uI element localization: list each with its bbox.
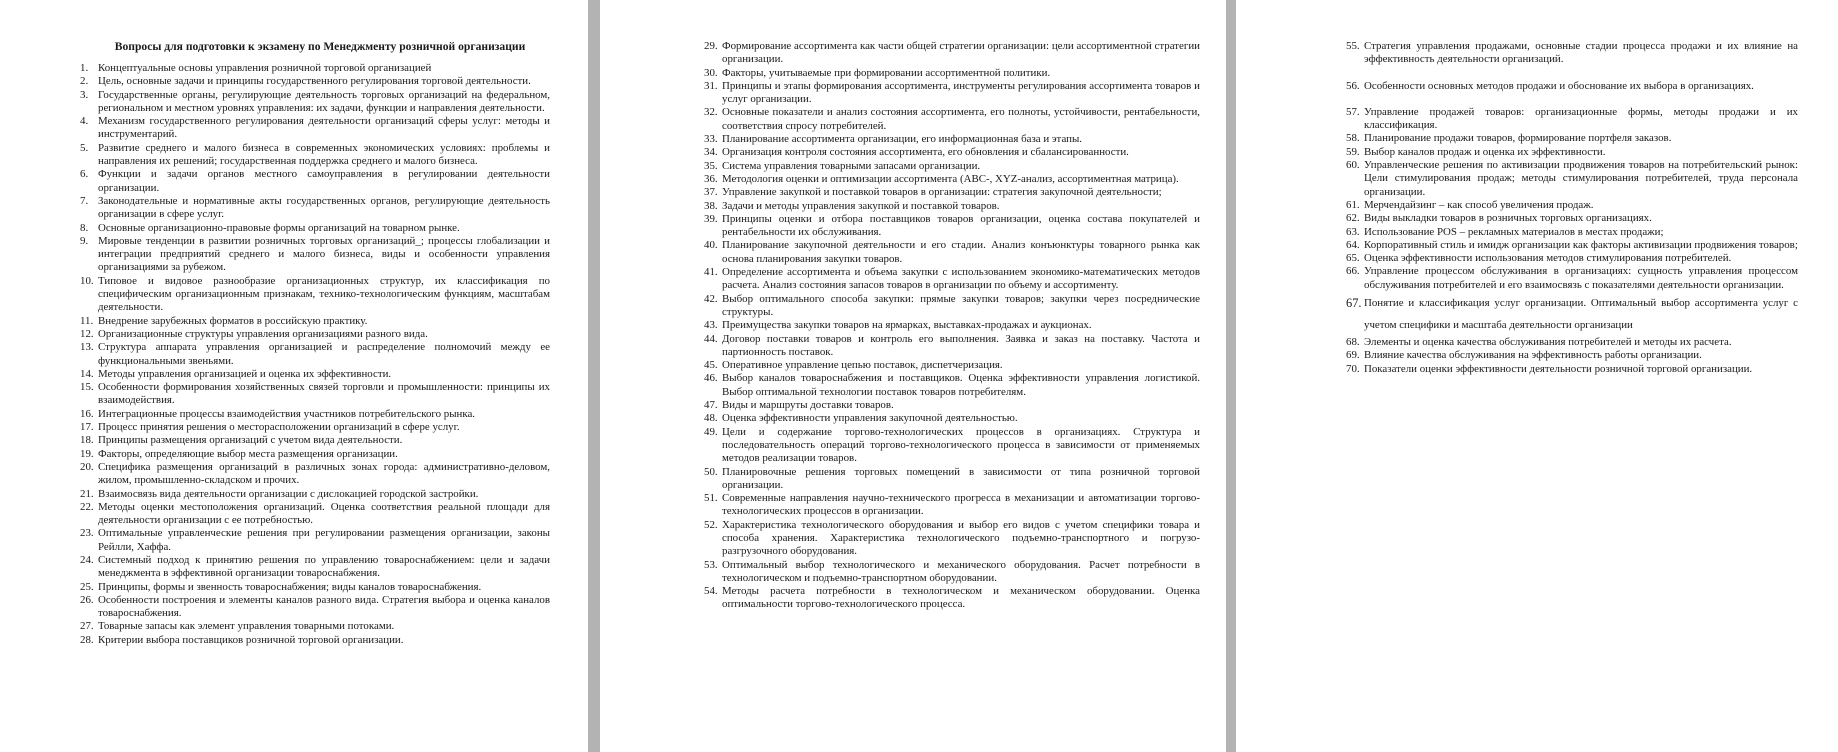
question-text: Понятие и классификация услуг организации. Оптимальный выбор ассортимента услуг с учетом специфики и масштаба деятельности организации [1364,297,1798,332]
question-item [1346,80,1798,93]
question-item [704,67,1200,80]
question-item [704,359,1200,372]
question-item [1346,40,1798,67]
question-item [80,461,550,488]
question-text: Задачи и методы управления закупкой и поставкой товаров. [722,199,1000,212]
question-number: 2. [80,75,89,88]
question-item [1346,226,1798,239]
question-item [704,146,1200,159]
question-number: 14. [80,367,94,380]
question-number: 68. [1346,336,1360,349]
question-number: 6. [80,168,89,181]
question-number: 16. [80,407,94,420]
question-item [1346,146,1798,159]
question-item [1346,349,1798,362]
question-number: 18. [80,434,94,447]
question-text: Методы управления организацией и оценка их эффективности. [98,367,392,380]
question-number: 32. [704,106,718,119]
question-number: 51. [704,492,718,505]
question-text: Мировые тенденции в развитии розничных торговых организаций_; процессы глобализации и интеграции предприятий среднего и малого бизнеса, виды и особенности управления организациями за рубежом. [98,234,550,274]
question-item [1346,265,1798,292]
question-item [704,239,1200,266]
question-text: Принципы и этапы формирования ассортимента, инструменты регулирования ассортимента товаров и услуг организации. [722,79,1200,106]
question-number: 40. [704,239,718,252]
question-text: Факторы, определяющие выбор места размещения организации. [98,447,398,460]
question-item [80,488,550,501]
question-item [80,594,550,621]
question-item [80,195,550,222]
question-item [1346,132,1798,145]
question-text: Оптимальные управленческие решения при регулировании размещения организации, законы Рейлли, Хаффа. [98,527,550,553]
question-item [80,115,550,142]
question-text: Товарные запасы как элемент управления товарными потоками. [98,620,395,633]
question-text: Особенности построения и элементы каналов разного вида. Стратегия выбора и оценка каналов товароснабжения. [98,593,550,620]
question-text: Принципы размещения организаций с учетом вида деятельности. [98,434,403,447]
question-number: 48. [704,412,718,425]
question-text: Особенности формирования хозяйственных связей торговли и промышленности: принципы их взаимодействия. [98,381,550,407]
question-text: Управление процессом обслуживания в организациях: сущность управления процессом обслуживания потребителей и его взаимосвязь с показателями деятельности организации. [1364,265,1798,291]
question-item [1346,212,1798,225]
question-number: 58. [1346,132,1360,145]
question-number: 12. [80,327,94,340]
page-gutter-left [588,0,600,752]
question-item [80,368,550,381]
question-item [704,213,1200,240]
question-number: 26. [80,593,94,606]
question-text: Стратегия управления продажами, основные стадии процесса продажи и их влияние на эффективность деятельности организаций. [1364,40,1798,66]
question-text: Критерии выбора поставщиков розничной торговой организации. [98,633,404,646]
question-item [1346,336,1798,349]
question-number: 59. [1346,145,1360,158]
question-item [80,315,550,328]
question-number: 9. [80,234,89,247]
question-number: 60. [1346,159,1360,172]
question-text: Формирование ассортимента как части общей стратегии организации: цели ассортиментной стратегии организации. [722,40,1200,66]
question-item [80,341,550,368]
document-page-2 [600,0,1226,752]
question-list-1 [80,62,550,647]
question-number: 45. [704,359,718,372]
question-text: Планирование закупочной деятельности и его стадии. Анализ конъюнктуры товарного рынка как основа планирования закупки товаров. [722,239,1200,265]
question-text: Структура аппарата управления организацией и распределение полномочий между ее функциональными звеньями. [98,341,550,367]
question-text: Выбор каналов продаж и оценка их эффективности. [1364,145,1606,158]
question-text: Законодательные и нормативные акты государственных органов, регулирующие деятельность организации в сфере услуг. [98,194,550,221]
question-item [80,168,550,195]
question-number: 28. [80,633,94,646]
question-number: 11. [80,314,94,327]
question-number: 24. [80,553,94,566]
question-number: 50. [704,465,718,478]
question-item [704,160,1200,173]
question-text: Использование POS – рекламных материалов в местах продажи; [1364,225,1664,238]
question-text: Основные организационно-правовые формы организаций на товарном рынке. [98,221,460,234]
question-item [80,527,550,554]
question-text: Типовое и видовое разнообразие организационных структур, их классификация по специфическим организационным признакам, технико-технологическим функциям, масштабам деятельности. [98,274,550,314]
question-number: 55. [1346,40,1360,52]
question-number: 54. [704,585,718,598]
question-number: 49. [704,425,718,438]
question-text: Управленческие решения по активизации продвижения товаров на потребительский рынок: Цели стимулирования продаж; методы стимулирования потребителей, труда персонала организации. [1364,159,1798,198]
question-number: 53. [704,558,718,571]
question-item [80,222,550,235]
question-number: 61. [1346,198,1360,211]
question-text: Выбор каналов товароснабжения и поставщиков. Оценка эффективности управления логистикой. Выбор оптимальной технологии поставок товаров потребителям. [722,372,1200,398]
question-number: 36. [704,172,718,185]
question-item [80,434,550,447]
question-number: 47. [704,399,718,412]
question-number: 5. [80,141,89,154]
question-number: 25. [80,580,94,593]
question-text: Виды выкладки товаров в розничных торговых организациях. [1364,212,1652,225]
question-item [80,328,550,341]
question-text: Развитие среднего и малого бизнеса в современных экономических условиях: проблемы и направления их решений; государственная поддержка среднего и малого бизнеса. [98,141,550,168]
question-text: Организационные структуры управления организациями разного вида. [98,327,428,340]
question-text: Выбор оптимального способа закупки: прямые закупки товаров; закупки через посреднические структуры. [722,292,1200,318]
question-list-2 [704,40,1200,612]
question-text: Особенности основных методов продажи и обоснование их выбора в организациях. [1364,79,1754,92]
question-item [80,421,550,434]
question-number: 15. [80,381,94,394]
question-item [80,75,550,88]
question-item [1346,199,1798,212]
question-item [80,142,550,169]
question-number: 27. [80,620,94,633]
question-item [80,620,550,633]
question-text: Система управления товарными запасами организации. [722,159,981,172]
question-number: 29. [704,40,718,52]
question-number: 65. [1346,252,1360,265]
question-item [80,408,550,421]
question-item [80,62,550,75]
question-text: Договор поставки товаров и контроль его выполнения. Заявка и заказ на поставку. Частота и партионность поставок. [722,332,1200,358]
question-item [1346,159,1798,199]
question-number: 57. [1346,105,1360,118]
question-item [704,133,1200,146]
question-text: Оперативное управление цепью поставок, диспетчеризация. [722,359,1003,372]
question-number: 43. [704,319,718,332]
question-number: 10. [80,274,94,287]
question-number: 17. [80,421,94,434]
question-number: 52. [704,518,718,531]
question-item [80,381,550,408]
question-number: 37. [704,186,718,199]
question-number: 67. [1346,296,1362,311]
question-number: 31. [704,79,718,92]
question-text: Влияние качества обслуживания на эффективность работы организации. [1364,349,1702,362]
question-text: Управление продажей товаров: организационные формы, методы продажи и их классификация. [1364,105,1798,132]
question-text: Концептуальные основы управления розничной торговой организацией [98,62,432,74]
question-number: 62. [1346,212,1360,225]
question-text: Процесс принятия решения о месторасположении организаций в сфере услуг. [98,421,460,434]
question-item [704,519,1200,559]
question-text: Организация контроля состояния ассортимента, его обновления и сбалансированности. [722,146,1129,159]
question-text: Государственные органы, регулирующие деятельность торговых организаций на федеральном, региональном и местном уровнях управления: их задачи, функции и направления деятельности. [98,88,550,114]
question-number: 3. [80,88,89,101]
question-list-3 [1346,40,1798,376]
question-number: 69. [1346,349,1360,362]
question-number: 7. [80,194,89,207]
question-text: Факторы, учитываемые при формировании ассортиментной политики. [722,66,1051,79]
question-number: 44. [704,332,718,345]
question-text: Современные направления научно-технического прогресса в механизации и автоматизации торгово-технологических процессов в организации. [722,492,1200,518]
question-item [1346,363,1798,376]
question-item [704,585,1200,612]
question-item [704,106,1200,133]
question-number: 38. [704,199,718,212]
question-item [80,634,550,647]
question-text: Основные показатели и анализ состояния ассортимента, его полноты, устойчивости, рентабельности, соответствия спросу потребителей. [722,106,1200,132]
question-number: 46. [704,372,718,385]
question-item [704,319,1200,332]
question-text: Определение ассортимента и объема закупки с использованием экономико-математических методов расчета. Анализ состояния запасов товаров в организации по объему и ассортименту. [722,266,1200,292]
question-text: Принципы, формы и звенность товароснабжения; виды каналов товароснабжения. [98,580,482,593]
question-item [704,266,1200,293]
question-text: Планирование ассортимента организации, его информационная база и этапы. [722,133,1082,146]
question-number: 20. [80,460,94,473]
question-text: Цели и содержание торгово-технологических процессов в организациях. Структура и последовательность операций торгово-технологического процесса в зависимости от применяемых методов реализации товаров. [722,425,1200,465]
document-title: Вопросы для подготовки к экзамену по Менеджменту розничной организации [114,40,526,53]
question-text: Оценка эффективности управления закупочной деятельностью. [722,412,1018,425]
question-text: Оценка эффективности использования методов стимулирования потребителей. [1364,252,1732,265]
question-item [80,501,550,528]
question-item [704,186,1200,199]
question-item [704,372,1200,399]
question-number: 39. [704,212,718,225]
question-item [80,448,550,461]
question-text: Внедрение зарубежных форматов в российскую практику. [98,314,368,327]
question-item [704,426,1200,466]
question-text: Функции и задачи органов местного самоуправления в регулировании деятельности организации. [98,168,550,194]
question-number: 21. [80,487,94,500]
document-page-3 [1236,0,1838,752]
question-number: 1. [80,62,89,74]
question-number: 56. [1346,79,1360,92]
question-text: Показатели оценки эффективности деятельности розничной торговой организации. [1364,362,1753,375]
question-item [80,89,550,116]
question-item [704,40,1200,67]
question-item [704,492,1200,519]
question-text: Системный подход к принятию решения по управлению товароснабжением: цели и задачи менеджмента в эффективной организации товароснабжения. [98,553,550,580]
question-item [704,399,1200,412]
question-text: Элементы и оценка качества обслуживания потребителей и методы их расчета. [1364,336,1732,349]
question-item [1346,252,1798,265]
question-number: 13. [80,341,94,354]
question-item [704,333,1200,360]
question-item [704,293,1200,320]
question-number: 33. [704,133,718,146]
question-number: 8. [80,221,89,234]
document-page-1 [0,0,588,752]
question-number: 70. [1346,362,1360,375]
question-text: Специфика размещения организаций в различных зонах города: административно-деловом, жилом, промышленно-складском и прочих. [98,460,550,487]
question-number: 42. [704,292,718,305]
question-item [704,173,1200,186]
question-number: 64. [1346,238,1360,251]
question-text: Интеграционные процессы взаимодействия участников потребительского рынка. [98,407,476,420]
question-item [704,412,1200,425]
question-number: 66. [1346,265,1360,278]
question-item [80,554,550,581]
question-text: Характеристика технологического оборудования и выбор его видов с учетом специфики товара и способа хранения. Характеристика технологического подъемно-транспортного и погрузо-разгрузочного оборудования. [722,518,1200,558]
question-item [1346,292,1798,336]
question-item [1346,239,1798,252]
question-item [704,466,1200,493]
question-item [80,235,550,275]
question-item [704,80,1200,107]
question-item [704,559,1200,586]
question-text: Методы оценки местоположения организаций. Оценка соответствия реальной площади для деятельности организации с ее потребностью. [98,500,550,527]
question-number: 19. [80,447,94,460]
question-number: 34. [704,146,718,159]
question-text: Виды и маршруты доставки товаров. [722,399,894,412]
question-number: 35. [704,159,718,172]
question-number: 30. [704,66,718,79]
question-text: Преимущества закупки товаров на ярмарках, выставках-продажах и аукционах. [722,319,1092,332]
page-gutter-right [1226,0,1236,752]
question-text: Механизм государственного регулирования деятельности организаций сферы услуг: методы и инструментарий. [98,115,550,141]
question-text: Методология оценки и оптимизации ассортимента (АВС-, XYZ-анализ, ассортиментная матрица). [722,172,1179,185]
question-text: Методы расчета потребности в технологическом и механическом оборудовании. Оценка оптимальности торгово-технологического процесса. [722,585,1200,611]
question-number: 22. [80,500,94,513]
question-number: 63. [1346,225,1360,238]
question-item [80,275,550,315]
question-item [1346,106,1798,133]
question-text: Оптимальный выбор технологического и механического оборудования. Расчет потребности в технологическом и подъемно-транспортном оборудовании. [722,558,1200,584]
question-number: 41. [704,266,718,279]
question-text: Управление закупкой и поставкой товаров в организации: стратегия закупочной деятельности; [722,186,1162,199]
question-text: Планирование продажи товаров, формирование портфеля заказов. [1364,132,1672,145]
question-item [704,200,1200,213]
question-text: Корпоративный стиль и имидж организации как факторы активизации продвижения товаров; [1364,238,1798,251]
question-number: 4. [80,115,89,128]
question-text: Принципы оценки и отбора поставщиков товаров организации, оценка состава покупателей и рентабельности их обслуживания. [722,212,1200,239]
question-text: Цель, основные задачи и принципы государственного регулирования торговой деятельности. [98,75,531,88]
question-text: Мерчендайзинг – как способ увеличения продаж. [1364,198,1594,211]
question-text: Взаимосвязь вида деятельности организации с дислокацией городской застройки. [98,487,479,500]
question-item [80,581,550,594]
question-number: 23. [80,527,94,540]
question-text: Планировочные решения торговых помещений в зависимости от типа розничной торговой организации. [722,465,1200,491]
